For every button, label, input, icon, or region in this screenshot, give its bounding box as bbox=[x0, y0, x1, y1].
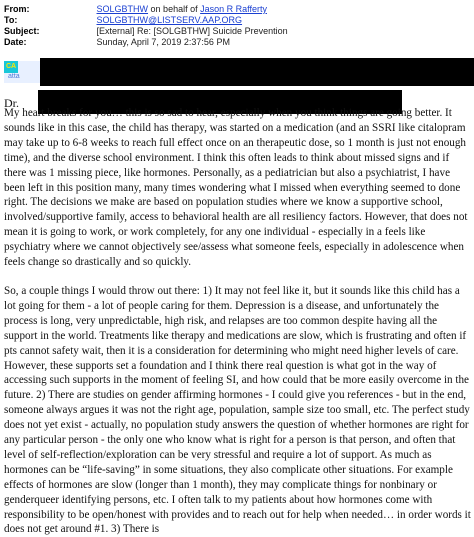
subject-value: [External] Re: [SOLGBTHW] Suicide Prevention bbox=[96, 26, 288, 36]
date-value: Sunday, April 7, 2019 2:37:56 PM bbox=[96, 37, 230, 47]
subject-row bbox=[4, 26, 288, 37]
to-address-link[interactable]: SOLGBTHW@LISTSERV.AAP.ORG bbox=[96, 15, 243, 25]
to-label: To: bbox=[4, 15, 18, 25]
from-sender-link[interactable]: SOLGBTHW bbox=[96, 4, 149, 14]
greeting: Dr. bbox=[4, 96, 19, 110]
caution-banner bbox=[4, 61, 40, 83]
body-paragraph: My heart breaks for you… this is so sad to hear, especially when you think things are going better. It sounds like in this case, the child has therapy, was started on a medication (and an SSRI like citalopram may take up to 6-8 weeks to reach full effect once on an therapeutic dose, so 1 month is just not enough time), and the diverse school environment. I think this often leads to think about missed signs and if there was 1 missing piece, like hormones. Personally, as a pediatrician but also a psychiatrist, I have been left in this position many, many times wondering what I missed when everything seemed to done right. The decisions we make are based on population studies where we know a supportive school, involved/supportive family, access to behavioral health are all resiliency factors. However, that does not mean it is going to work, or work completely, for any one individual - especially in a feels like psychiatry where we cannot objectively see/assess what someone feels, especially in adolescence when feels change so drastically and so quickly. bbox=[4, 107, 468, 269]
redaction-block bbox=[40, 58, 474, 86]
date-row bbox=[4, 37, 230, 48]
from-person-link[interactable]: Jason R Rafferty bbox=[200, 4, 267, 14]
body-paragraph: So, a couple things I would throw out there: 1) It may not feel like it, but it sounds like this child has a lot going for them - a lot of people caring for them. Depression is a disease, and unfortunately the process is long, very unpredictable, high risk, and relapses are too common despite having all the support in the world. Treatments like therapy and medications are slow, which is frustrating and often if pts cannot safety wait, then it is a consideration for determining who might need higher levels of care. However, these supports set a foundation and I think there real question is what got in the way of accessing such supports in the moment of feeling SI, and how could that be more easily overcome in the future. 2) There are studies on gender affirming hormones - I could give you references - but in the end, someone always argues it was not the right age, population, sample size too small, etc. The perfect study does not yet exist - actually, no population study answers the question of whether hormones are right for any particular person - the only one who know what is right for a person is that person, and often that level of self-reflection/exploration can be very stressful and require a lot of support. As much as hormones can be “life-saving” in some situations, they also complicate other situations. For example effects of hormones are slow (longer than 1 month), they may complicate things for nonbinary or genderqueer identifying persons, etc. I often talk to my patients about how hormones come with responsibility to be open/honest with provides and to reach out for help when needed… in order words it does not get around #1. 3) There is bbox=[4, 284, 471, 536]
from-label: From: bbox=[4, 4, 30, 14]
email-header bbox=[0, 0, 474, 58]
from-row bbox=[4, 4, 267, 15]
date-label: Date: bbox=[4, 37, 27, 47]
from-middle-text: on behalf of bbox=[150, 4, 198, 14]
to-row bbox=[4, 15, 242, 26]
caution-tag: CA bbox=[4, 61, 18, 73]
paragraph-gap bbox=[4, 270, 472, 284]
message-body bbox=[4, 106, 472, 537]
caution-tail-text: atta bbox=[8, 73, 20, 80]
subject-label: Subject: bbox=[4, 26, 40, 36]
